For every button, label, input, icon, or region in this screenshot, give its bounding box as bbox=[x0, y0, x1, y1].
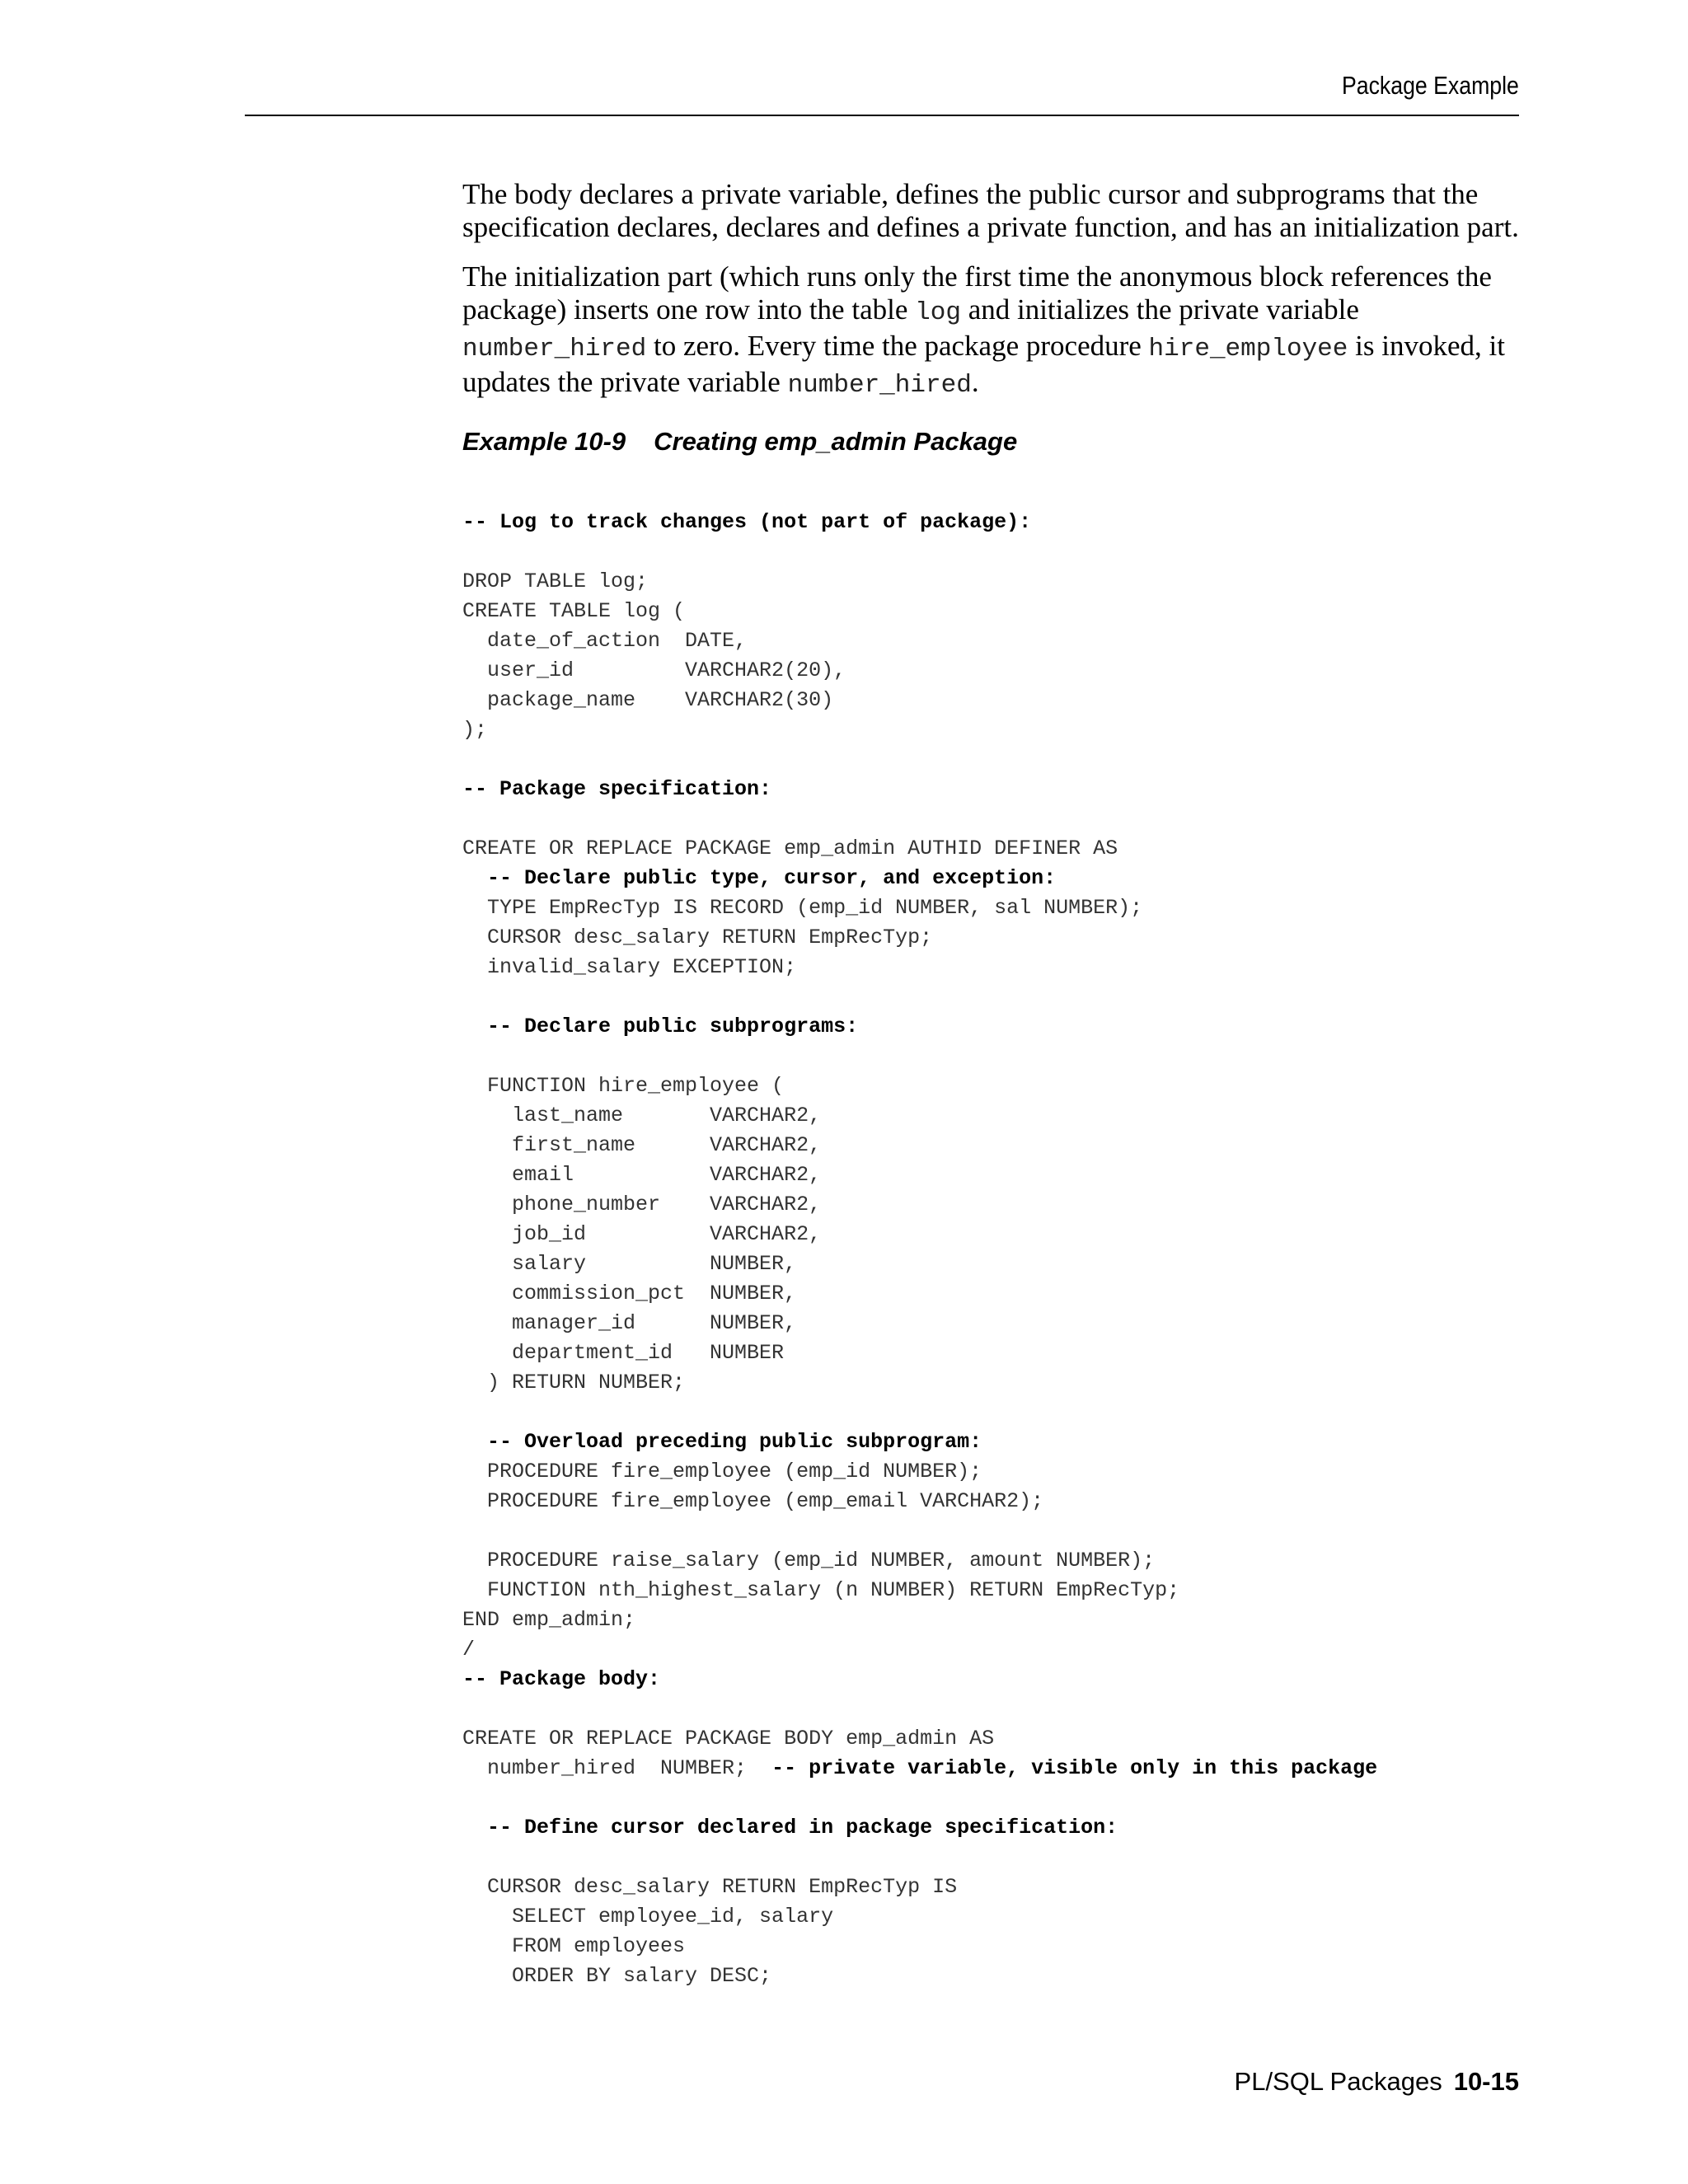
code-line: PROCEDURE fire_employee (emp_id NUMBER); bbox=[462, 1460, 982, 1483]
code-line: CREATE OR REPLACE PACKAGE BODY emp_admin AS bbox=[462, 1727, 995, 1750]
code-block bbox=[462, 478, 1526, 2050]
code-blank-line bbox=[462, 804, 1526, 834]
page-content bbox=[462, 178, 1526, 2050]
code-line: / bbox=[462, 1638, 476, 1661]
inline-code-number-hired: number_hired bbox=[787, 371, 972, 400]
inline-code-log: log bbox=[915, 298, 961, 327]
code-line bbox=[462, 1754, 1526, 1783]
code-blank-line bbox=[462, 537, 1526, 567]
example-number: Example 10-9 bbox=[462, 427, 626, 456]
code-line: DROP TABLE log; bbox=[462, 569, 649, 593]
page-number: 10-15 bbox=[1453, 2067, 1519, 2096]
code-line bbox=[462, 1813, 1526, 1843]
code-line: END emp_admin; bbox=[462, 1608, 636, 1632]
code-line: email VARCHAR2, bbox=[462, 1163, 822, 1187]
text-run: The initialization part (which runs only the first time the anonymous block references the package) inserts one row into the table bbox=[462, 260, 1492, 326]
code-blank-line bbox=[462, 1042, 1526, 1071]
code-text: number_hired NUMBER; bbox=[462, 1756, 772, 1780]
code-comment: -- Package body: bbox=[462, 1667, 661, 1691]
code-line: PROCEDURE fire_employee (emp_email VARCHAR2); bbox=[462, 1489, 1044, 1513]
code-line: ORDER BY salary DESC; bbox=[462, 1964, 772, 1988]
example-title bbox=[462, 427, 1526, 457]
code-comment: -- Overload preceding public subprogram: bbox=[462, 1430, 982, 1454]
paragraph-body-description: The body declares a private variable, defines the public cursor and subprograms that the specification declares, declares and defines a private function, and has an initialization part. bbox=[462, 178, 1519, 243]
code-line bbox=[462, 1012, 1526, 1042]
code-comment: -- Log to track changes (not part of package): bbox=[462, 510, 1032, 534]
code-comment: -- Package specification: bbox=[462, 777, 772, 801]
text-run: to zero. Every time the package procedure bbox=[646, 330, 1149, 362]
code-line: FROM employees bbox=[462, 1934, 686, 1958]
code-line: ) RETURN NUMBER; bbox=[462, 1371, 686, 1394]
code-blank-line bbox=[462, 982, 1526, 1012]
code-comment: -- Declare public subprograms: bbox=[462, 1015, 859, 1038]
code-blank-line bbox=[462, 1843, 1526, 1872]
code-comment: -- private variable, visible only in this package bbox=[771, 1756, 1378, 1780]
code-line: user_id VARCHAR2(20), bbox=[462, 658, 846, 682]
code-line: commission_pct NUMBER, bbox=[462, 1282, 797, 1305]
code-line: package_name VARCHAR2(30) bbox=[462, 688, 834, 712]
code-line: date_of_action DATE, bbox=[462, 629, 748, 653]
code-line: department_id NUMBER bbox=[462, 1341, 785, 1365]
code-blank-line bbox=[462, 745, 1526, 775]
code-line bbox=[462, 775, 1526, 804]
code-line: FUNCTION nth_highest_salary (n NUMBER) RETURN EmpRecTyp; bbox=[462, 1578, 1180, 1602]
inline-code-hire-employee: hire_employee bbox=[1148, 335, 1348, 363]
code-line: invalid_salary EXCEPTION; bbox=[462, 955, 797, 979]
code-line bbox=[462, 864, 1526, 893]
code-comment: -- Declare public type, cursor, and exception: bbox=[462, 866, 1057, 890]
code-line: CURSOR desc_salary RETURN EmpRecTyp; bbox=[462, 926, 933, 949]
text-run: and initializes the private variable bbox=[960, 293, 1359, 326]
header-rule bbox=[245, 115, 1519, 116]
code-line: job_id VARCHAR2, bbox=[462, 1222, 822, 1246]
code-line: ); bbox=[462, 718, 488, 742]
code-line: CREATE OR REPLACE PACKAGE emp_admin AUTHID DEFINER AS bbox=[462, 837, 1118, 860]
code-line bbox=[462, 508, 1526, 537]
code-line: last_name VARCHAR2, bbox=[462, 1104, 822, 1127]
code-line: PROCEDURE raise_salary (emp_id NUMBER, amount NUMBER); bbox=[462, 1549, 1156, 1572]
running-footer bbox=[1235, 2067, 1519, 2097]
example-caption: Creating emp_admin Package bbox=[654, 427, 1018, 456]
code-blank-line bbox=[462, 1783, 1526, 1813]
code-line: FUNCTION hire_employee ( bbox=[462, 1074, 785, 1098]
code-line: phone_number VARCHAR2, bbox=[462, 1193, 822, 1216]
code-line: CREATE TABLE log ( bbox=[462, 599, 686, 623]
code-line: salary NUMBER, bbox=[462, 1252, 797, 1276]
code-line: TYPE EmpRecTyp IS RECORD (emp_id NUMBER, sal NUMBER); bbox=[462, 896, 1143, 920]
code-comment: -- Define cursor declared in package specification: bbox=[462, 1816, 1118, 1840]
code-line: first_name VARCHAR2, bbox=[462, 1133, 822, 1157]
text-run: . bbox=[971, 366, 979, 398]
footer-section-title: PL/SQL Packages bbox=[1234, 2067, 1442, 2096]
code-line: manager_id NUMBER, bbox=[462, 1311, 797, 1335]
code-blank-line bbox=[462, 1398, 1526, 1427]
running-header: Package Example bbox=[1342, 71, 1519, 100]
code-line bbox=[462, 1665, 1526, 1694]
text-run: is invoked, it updates the private variable bbox=[462, 330, 1505, 398]
code-blank-line bbox=[462, 1516, 1526, 1546]
code-line: SELECT employee_id, salary bbox=[462, 1905, 834, 1929]
inline-code-number-hired: number_hired bbox=[462, 335, 647, 363]
code-line: CURSOR desc_salary RETURN EmpRecTyp IS bbox=[462, 1875, 958, 1899]
paragraph-initialization bbox=[462, 260, 1526, 402]
code-blank-line bbox=[462, 1694, 1526, 1724]
code-line bbox=[462, 1427, 1526, 1457]
